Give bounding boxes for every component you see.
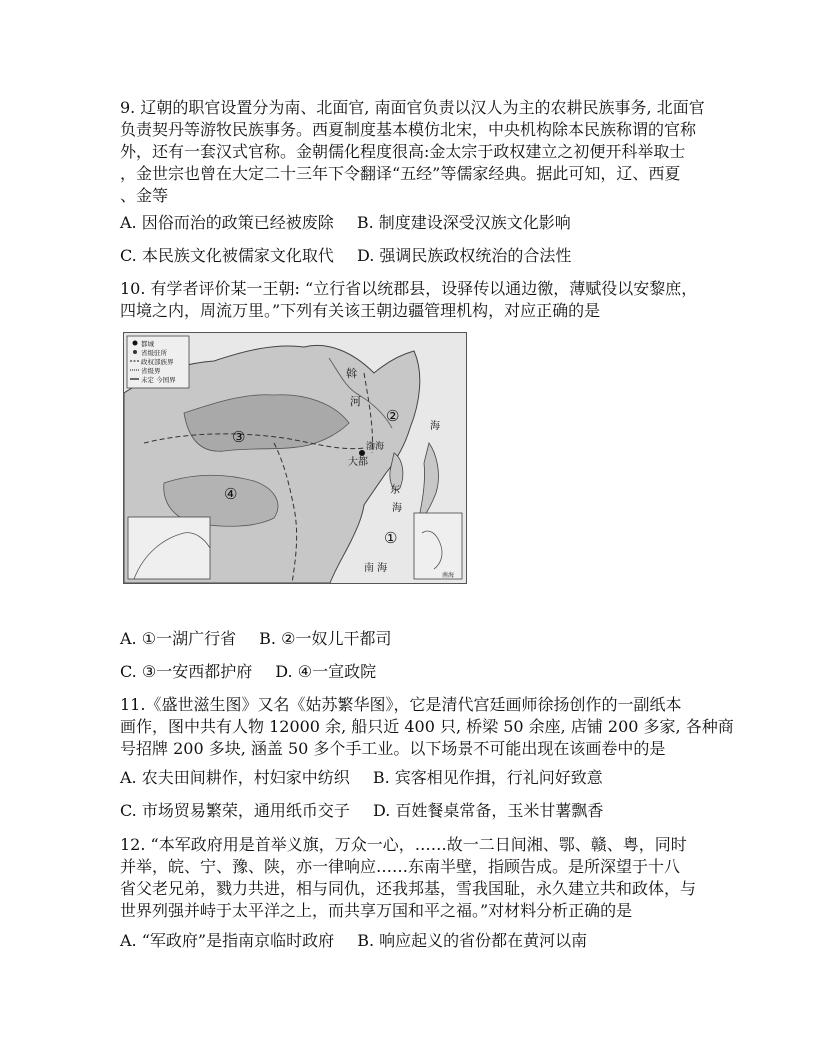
q9-line: 、金等 [120, 186, 169, 205]
map-label-sea: 东 [390, 485, 400, 496]
map-marker-4: ④ [224, 485, 238, 503]
q9-option-d[interactable]: D. 强调民族政权统治的合法性 [356, 246, 572, 265]
q10-line: 10. 有学者评价某一王朝: “立行省以统郡县，设驿传以通边徼，薄赋役以安黎庶， [120, 279, 698, 298]
q11-options-row [120, 800, 621, 822]
map-label-bohai: 渤海 [366, 442, 385, 452]
q10-options-row [120, 628, 409, 650]
map-marker-3: ③ [232, 428, 246, 446]
q11-option-c[interactable]: C. 市场贸易繁荣，通用纸币交子 [120, 801, 350, 820]
q11-option-d[interactable]: D. 百姓餐桌常备，玉米甘薯飘香 [372, 801, 604, 820]
q9-line: ，金世宗也曾在大定二十三年下令翻译“五经”等儒家经典。据此可知，辽、西夏 [120, 164, 681, 183]
q11-option-b[interactable]: B. 宾客相见作揖，行礼问好致意 [372, 768, 603, 787]
q11-line: 11.《盛世滋生图》又名《姑苏繁华图》，它是清代宫廷画师徐扬创作的一副纸本 [120, 695, 682, 714]
legend-item: 省级界 [141, 367, 161, 375]
q9-options-row [120, 245, 589, 267]
q9-options-row [120, 212, 589, 234]
q10-option-b[interactable]: B. ②一奴儿干都司 [259, 629, 392, 648]
q10-option-c[interactable]: C. ③一安西都护府 [120, 662, 253, 681]
q12-line: 省父老兄弟，戮力共进，相与同仇，还我邦基，雪我国耻，永久建立共和政体，与 [120, 879, 697, 898]
map-label-sea: 海 [430, 421, 440, 432]
q12-options-row [120, 930, 605, 952]
q11-line: 画作，图中共有人物 12000 余, 船只近 400 只, 桥梁 50 余座, 店铺 200 多家, 各种商 [120, 717, 734, 736]
q12-option-a[interactable]: A. “军政府”是指南京临时政府 [120, 931, 335, 950]
q9-option-a[interactable]: A. 因俗而治的政策已经被废除 [120, 213, 334, 232]
q11-options-row [120, 767, 621, 789]
map-graphic [124, 333, 466, 583]
q12-line: 世界列强并峙于太平洋之上，而共享万国和平之福。”对材料分析正确的是 [120, 901, 633, 920]
q11-option-a[interactable]: A. 农夫田间耕作，村妇家中纺织 [120, 768, 350, 787]
legend-province-icon [133, 350, 137, 354]
q10-option-a[interactable]: A. ①一湖广行省 [120, 629, 237, 648]
q10-option-d[interactable]: D. ④一宣政院 [275, 662, 377, 681]
q9-line: 负责契丹等游牧民族事务。西夏制度基本模仿北宋，中央机构除本民族称谓的官称 [120, 120, 697, 139]
q12-line: 并举，皖、宁、豫、陕，亦一律响应……东南半壁，指顾告成。是所深望于十八 [120, 857, 681, 876]
q9-option-c[interactable]: C. 本民族文化被儒家文化取代 [120, 246, 334, 265]
legend-item: 都城 [141, 340, 154, 348]
q9-line: 9. 辽朝的职官设置分为南、北面官, 南面官负责以汉人为主的农耕民族事务, 北面官 [120, 98, 705, 117]
legend-item: 未定 今国界 [141, 376, 176, 384]
yuan-dynasty-map [123, 332, 467, 584]
legend-item: 政权部族界 [141, 358, 174, 366]
inset-label: 南海 [442, 572, 455, 579]
map-marker-1: ① [384, 529, 398, 547]
q12-option-b[interactable]: B. 响应起义的省份都在黄河以南 [357, 931, 588, 950]
q9-option-b[interactable]: B. 制度建设深受汉族文化影响 [356, 213, 571, 232]
inset-map-south-sea [414, 513, 462, 579]
q9-line: 外，还有一套汉式官称。金朝儒化程度很高:金太宗于政权建立之初便开科举取士 [120, 142, 686, 161]
map-label-sea: 海 [392, 503, 402, 514]
capital-icon [359, 450, 365, 456]
legend-item: 省级驻所 [141, 349, 167, 357]
map-marker-2: ② [386, 407, 400, 425]
map-label-river: 斡 [346, 367, 357, 380]
q11-line: 号招牌 200 多块, 涵盖 50 多个手工业。以下场景不可能出现在该画卷中的是 [120, 739, 666, 758]
q10-options-row [120, 661, 394, 683]
q12-line: 12. “本军政府用是首举义旗，万众一心，……故一二日间湘、鄂、赣、粤，同时 [120, 835, 687, 854]
map-label-river: 河 [350, 395, 361, 408]
map-label-sea: 南 海 [364, 563, 388, 574]
legend-capital-icon [133, 341, 138, 346]
q10-line: 四境之内，周流万里。”下列有关该王朝边疆管理机构，对应正确的是 [120, 301, 601, 320]
map-label-capital: 大都 [348, 457, 368, 468]
inset-map-left [128, 517, 210, 579]
